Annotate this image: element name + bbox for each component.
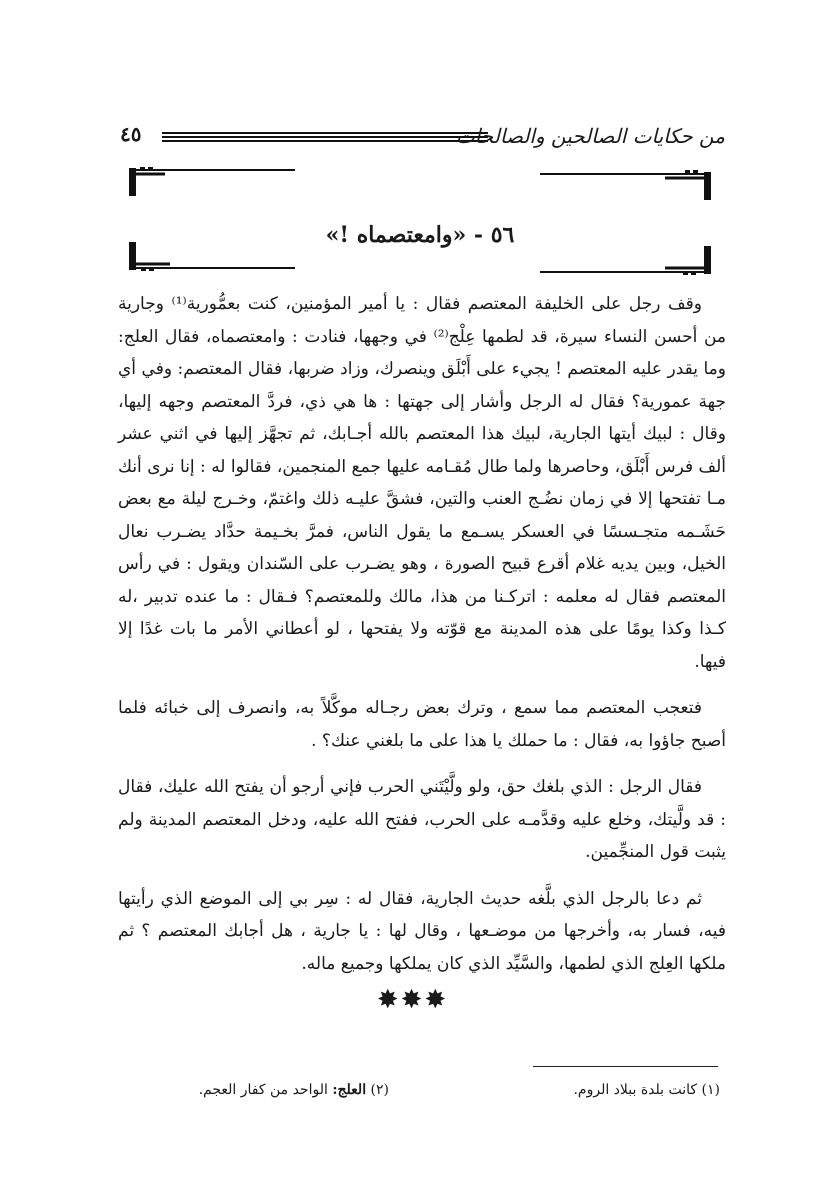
footnote-2-text: الواحد من كفار العجم. — [198, 1082, 328, 1098]
footnote-2-term: العلج: — [332, 1082, 367, 1098]
header-rule — [162, 132, 488, 146]
footnote-2 — [199, 1082, 389, 1098]
page-number: ٤٥ — [120, 122, 142, 146]
paragraph: فتعجب المعتصم مما سمع ، وترك بعض رجـاله موكَّلاً به، وانصرف إلى خبائه فلما أصبح جاؤوا به، فقال : ما حملك يا هذا على ما بلغني عنك؟ . — [118, 698, 726, 751]
paragraph: فقال الرجل : الذي بلغك حق، ولو ولَّيْتَني الحرب فإني أرجو أن يفتح الله عليك، فقال : قد ولَّيتك، وخلع عليه وقدَّمـه على الحرب، ففتح الله عليه، ودخل المعتصم المدينة ولم يثبت قول المنجِّمين. — [118, 777, 726, 862]
footnote-1: (١) كانت بلدة ببلاد الروم. — [573, 1082, 720, 1098]
paragraph: ثم دعا بالرجل الذي بلَّغه حديث الجارية، فقال له : سِر بي إلى الموضع الذي رأيتها فيه، فسار به، وأخرجها من موضـعها ، وقال لها : يا جارية ، هل أجابك المعتصم ؟ ثم ملكها العِلج الذي لطمها، والسَّيِّد الذي كان يملكها وجميع ماله. — [118, 888, 726, 974]
book-title: من حكايات الصالحين والصالحات — [455, 124, 725, 148]
section-divider-stars: ✸✸✸ — [376, 985, 449, 1015]
story-title: ٥٦ - «وامعتصماه !» — [325, 222, 515, 248]
footnote-rule — [533, 1066, 718, 1067]
footnote-2-marker: (٢) — [370, 1082, 389, 1098]
paragraph: وقف رجل على الخليفة المعتصم فقال : يا أمير المؤمنين، كنت بعمُّورية⁽¹⁾ وجارية من أحسن النساء سيرة، قد لطمها عِلْج⁽²⁾ في وجهها، فنادت : وامعتصماه، فقال العلج: وما يقدر عليه المعتصم ! يجيء على أَبْلَق وينصرك، وزاد ضربها، فقال المعتصم: وفي أي جهة عمورية؟ فقال له الرجل وأشار إلى جهتها : ها هي ذي، فردَّ المعتصم وجهه إليها، وقال : لبيك أيتها الجارية، لبيك هذا المعتصم بالله أجـابك، ثم تجهَّز إليها في اثني عشر ألف فرس أَبْلَق، وحاصرها ولما طال مُقـامه عليها جمع المنجمين، فقالوا له : إنا نرى أنك مـا تفتحها إلا في زمان نضُـج العنب والتين، فشقَّ عليـه ذلك واغتمّ، وخـرج ليلة مع بعض حَشَـمه متجـسسًا في العسكر يسـمع ما يقول الناس، فمرَّ بخـيمة حدَّاد يضـرب نعال الخيل، وبين يديه غلام أقرع قبيح الصورة ، وهو يضـرب على السّندان ويقول : في رأس المعتصم فقال له معلمه : اتركـنا من هذا، مالك وللمعتصم؟ فـقال : ما عنده تدبير ،له كـذا وكذا يومًا على هذه المدينة مع قوّته ولا يفتحها ، لو أعطاني الأمر ما بات غدًا إلا فيها. — [118, 294, 726, 672]
story-body — [118, 288, 726, 994]
